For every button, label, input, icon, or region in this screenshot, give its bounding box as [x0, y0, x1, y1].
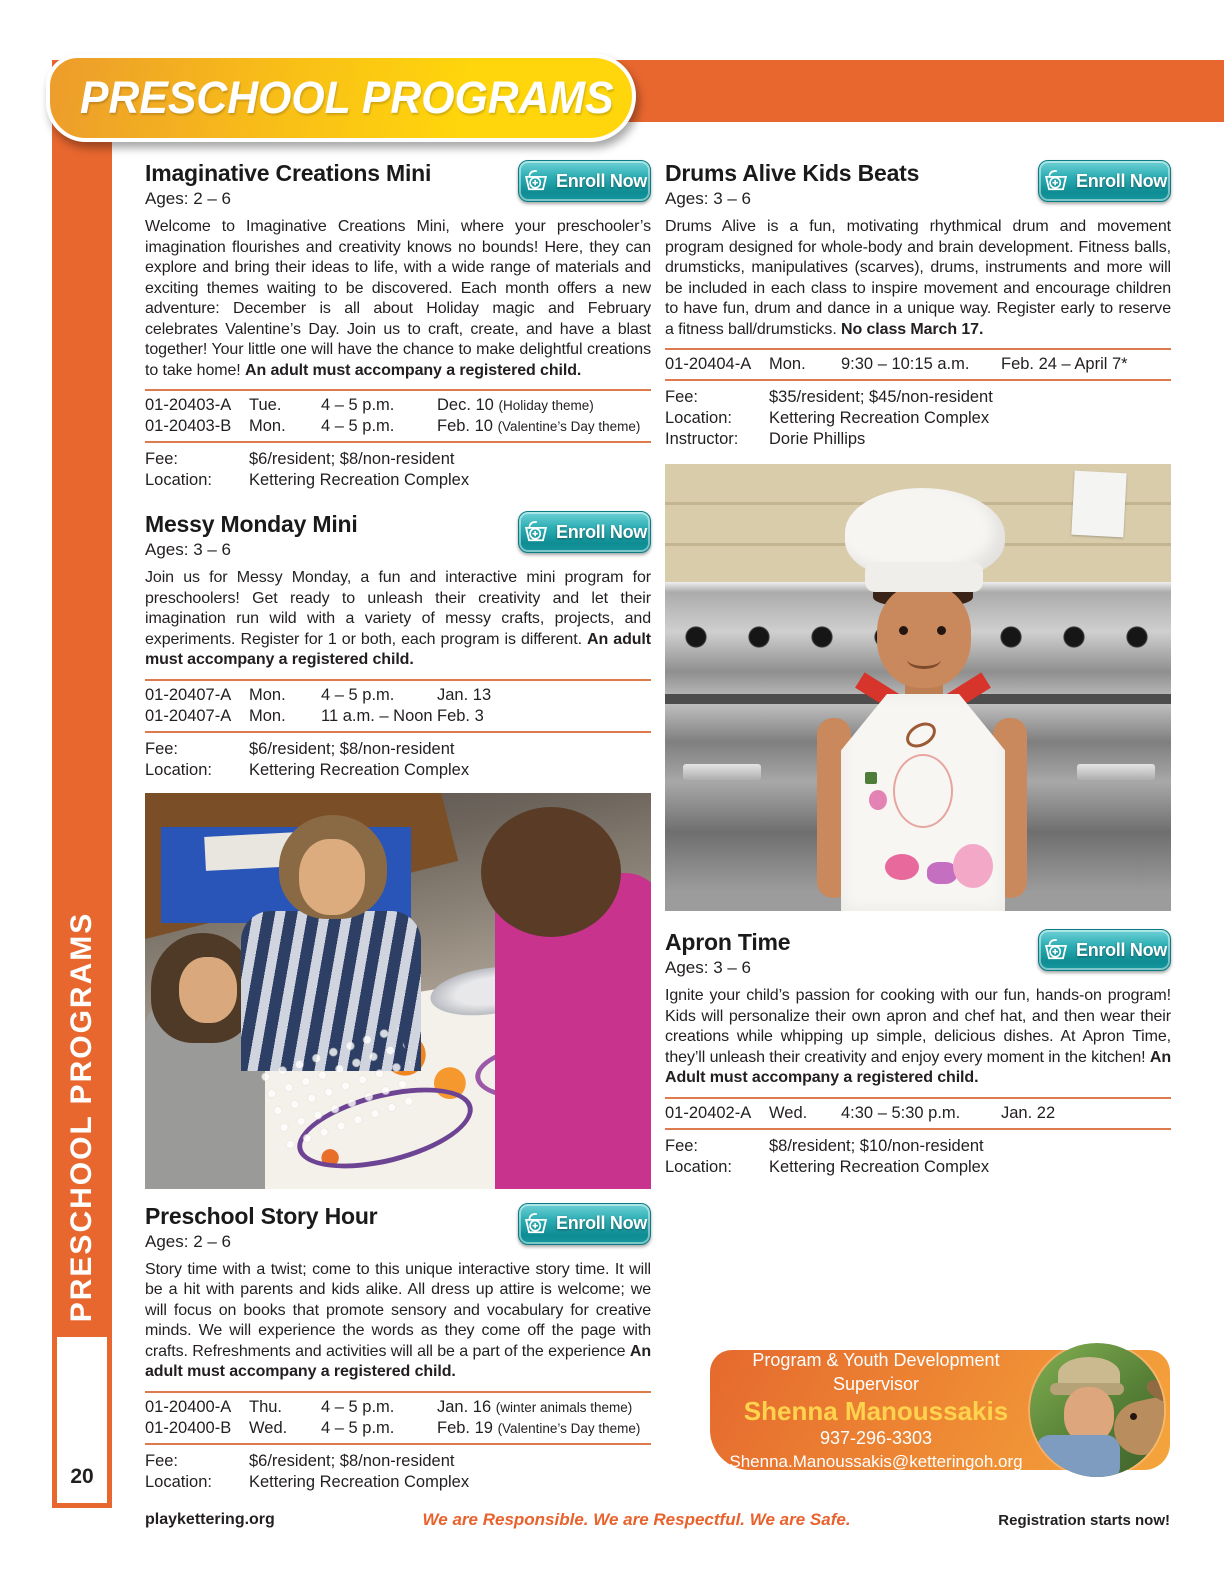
program-titles [665, 929, 790, 978]
enroll-now-label: Enroll Now [556, 170, 647, 191]
fee-row [145, 1451, 651, 1472]
program-description [665, 986, 1171, 1089]
photo-deer-eye [1130, 1413, 1137, 1420]
program-header [145, 1203, 651, 1252]
right-column [665, 160, 1171, 1178]
schedule-date-text: Feb. 10 [437, 417, 493, 435]
description-text: Ignite your child’s passion for cooking with our fun, hands-on program! Kids will personalize their own apron and chef hat, and then wear their creations while whipping up simple, delicious dishes. At Apron Time, they’ll unleash their creativity and enjoy every moment in the kitchen! [665, 987, 1171, 1066]
schedule-theme-note: (Valentine’s Day theme) [497, 1420, 641, 1436]
footer-website: playkettering.org [145, 1511, 275, 1528]
schedule-date: Jan. 22 [1001, 1103, 1056, 1122]
program-imaginative-creations-mini [145, 160, 651, 491]
page-number-box [57, 1337, 107, 1503]
schedule-code: 01-20400-A [145, 1397, 232, 1416]
program-info [145, 449, 651, 491]
fee-row [145, 449, 651, 470]
description-bold-note: An adult must accompany a registered child. [145, 1342, 651, 1380]
schedule-row [145, 395, 651, 416]
schedule-day: Wed. [249, 1418, 288, 1437]
photo-supervisor-shirt [1036, 1435, 1120, 1477]
schedule-day: Mon. [249, 685, 286, 704]
fee-label: Fee: [145, 450, 179, 468]
photo-eye [937, 626, 946, 635]
program-header [665, 160, 1171, 209]
page-number: 20 [70, 1465, 94, 1488]
fee-value: $8/resident; $10/non-resident [769, 1136, 984, 1155]
schedule-date-text: Dec. 10 [437, 396, 494, 414]
messy-painting-photo [145, 793, 651, 1189]
program-ages: Ages: 2 – 6 [145, 189, 232, 208]
fee-label: Fee: [665, 388, 699, 406]
program-info [145, 739, 651, 781]
schedule-date-text: Feb. 19 [437, 1418, 493, 1437]
schedule-row [145, 416, 651, 437]
location-label: Location: [145, 1472, 212, 1491]
schedule-day: Tue. [249, 396, 282, 414]
schedule-code: 01-20403-A [145, 396, 232, 414]
schedule-day: Mon. [769, 355, 806, 373]
schedule-table [665, 348, 1171, 381]
program-drums-alive-kids-beats [665, 160, 1171, 450]
enroll-now-button[interactable] [518, 1203, 651, 1245]
program-ages: Ages: 2 – 6 [145, 1231, 232, 1251]
photo-child-hair [481, 807, 621, 937]
schedule-date [437, 1397, 651, 1418]
photo-smile [907, 650, 941, 669]
program-title: Messy Monday Mini [145, 511, 358, 537]
schedule-table [665, 1097, 1171, 1130]
schedule-time: 4 – 5 p.m. [321, 417, 395, 435]
location-row [665, 1157, 1171, 1178]
supervisor-contact-card [710, 1350, 1170, 1470]
photo-child-face [179, 957, 237, 1023]
program-info [665, 1136, 1171, 1178]
schedule-time: 4 – 5 p.m. [321, 1397, 395, 1416]
schedule-row [665, 1103, 1171, 1124]
schedule-row [145, 706, 651, 727]
schedule-day: Wed. [769, 1103, 808, 1122]
schedule-day: Thu. [249, 1397, 283, 1416]
location-row [665, 408, 1171, 429]
schedule-code: 01-20404-A [665, 355, 752, 373]
description-bold-note: No class March 17. [841, 320, 984, 338]
schedule-date: Jan. 13 [437, 685, 492, 704]
apron-doodle [869, 790, 887, 810]
location-label: Location: [145, 471, 212, 489]
description-text: Drums Alive is a fun, motivating rhythmical drum and movement program designed for whole-body and brain development. Fitness balls, drumsticks, manipulatives (scarves), drums, instruments and more will be included in each class to inspire movement and encourage children to have fun, drum and dance in a unique way. Register early to reserve a fitness ball/drumsticks. [665, 218, 1171, 338]
program-info [665, 387, 1171, 450]
footer-tagline: We are Responsible. We are Respectful. We are Safe. [422, 1510, 851, 1529]
program-description [665, 217, 1171, 340]
schedule-time: 4 – 5 p.m. [321, 685, 395, 704]
program-titles [145, 1203, 377, 1252]
fee-row [665, 387, 1171, 408]
description-text: Welcome to Imaginative Creations Mini, where your preschooler’s imagination flourishes and creativity knows no bounds! Here, they can explore and bring their ideas to life, with a wide range of materials and exciting themes waiting to be discovered. Each month offers a new adventure: December is all about Holiday magic and February celebrates Valentine’s Day. Join us to craft, create, and have a blast together! Your little one will have the chance to make delightful creations to take home! [145, 218, 651, 379]
schedule-day: Mon. [249, 417, 286, 435]
sidebar-vertical-label: PRESCHOOL PROGRAMS [65, 911, 98, 1323]
program-title: Imaginative Creations Mini [145, 160, 432, 186]
schedule-time: 4 – 5 p.m. [321, 1418, 395, 1437]
program-title: Drums Alive Kids Beats [665, 160, 920, 186]
fee-value: $6/resident; $8/non-resident [249, 450, 455, 468]
location-value: Kettering Recreation Complex [769, 1157, 990, 1176]
location-value: Kettering Recreation Complex [769, 409, 990, 427]
basket-plus-icon [1042, 169, 1070, 193]
schedule-row [145, 1418, 651, 1439]
schedule-code: 01-20402-A [665, 1103, 752, 1122]
program-ages: Ages: 3 – 6 [145, 540, 232, 559]
fee-value: $35/resident; $45/non-resident [769, 388, 993, 406]
schedule-time: 4 – 5 p.m. [321, 396, 395, 414]
location-row [145, 760, 651, 781]
fee-row [145, 739, 651, 760]
fee-label: Fee: [145, 1451, 179, 1470]
program-messy-monday-mini [145, 511, 651, 781]
schedule-table [145, 1391, 651, 1445]
instructor-label: Instructor: [665, 430, 739, 448]
contact-role: Program & Youth Development Supervisor [752, 1349, 1000, 1394]
location-row [145, 470, 651, 491]
enroll-now-button[interactable] [1038, 160, 1171, 202]
supervisor-photo [1030, 1343, 1164, 1477]
contact-email: Shenna.Manoussakis@ketteringoh.org [729, 1451, 1023, 1471]
page-title-banner [46, 54, 636, 142]
photo-child-face [877, 584, 971, 688]
apron-time-chef-photo [665, 464, 1171, 911]
enroll-now-button[interactable] [518, 511, 651, 553]
footer-registration-note: Registration starts now! [998, 1511, 1170, 1529]
description-bold-note: An adult must accompany a registered child. [245, 361, 582, 379]
schedule-code: 01-20400-B [145, 1418, 232, 1437]
top-orange-bar [560, 60, 1224, 122]
program-apron-time [665, 929, 1171, 1178]
program-titles [145, 511, 358, 560]
basket-plus-icon [522, 1212, 550, 1236]
program-ages: Ages: 3 – 6 [665, 189, 752, 208]
schedule-table [145, 679, 651, 733]
fee-value: $6/resident; $8/non-resident [249, 739, 455, 758]
location-label: Location: [665, 1157, 732, 1176]
enroll-now-button[interactable] [518, 160, 651, 202]
photo-garland-plate [1077, 764, 1155, 780]
program-header [665, 929, 1171, 978]
instructor-value: Dorie Phillips [769, 430, 866, 448]
fee-value: $6/resident; $8/non-resident [249, 1451, 455, 1470]
schedule-date [437, 1418, 651, 1439]
photo-decorated-apron [841, 694, 1005, 911]
page-title: PRESCHOOL PROGRAMS [80, 72, 614, 123]
location-label: Location: [665, 409, 732, 427]
schedule-day: Mon. [249, 706, 286, 725]
basket-plus-icon [522, 169, 550, 193]
schedule-date: Feb. 24 – April 7* [1001, 355, 1128, 373]
enroll-now-label: Enroll Now [556, 521, 647, 542]
program-description [145, 217, 651, 381]
fee-label: Fee: [145, 739, 179, 758]
schedule-time: 4:30 – 5:30 p.m. [841, 1103, 961, 1122]
basket-plus-icon [522, 520, 550, 544]
schedule-row [145, 1397, 651, 1418]
schedule-theme-note: (Valentine’s Day theme) [497, 419, 641, 434]
location-row [145, 1472, 651, 1493]
contact-name: Shenna Manoussakis [743, 1395, 1009, 1426]
schedule-date [437, 395, 651, 416]
location-label: Location: [145, 760, 212, 779]
program-description [145, 1260, 651, 1383]
schedule-theme-note: (winter animals theme) [495, 1399, 633, 1415]
schedule-time: 11 a.m. – Noon [321, 706, 433, 725]
schedule-code: 01-20403-B [145, 417, 232, 435]
program-header [145, 160, 651, 209]
schedule-row [145, 685, 651, 706]
apron-doodle [902, 717, 941, 752]
program-ages: Ages: 3 – 6 [665, 958, 752, 977]
apron-doodle [885, 854, 919, 880]
description-bold-note: An Adult must accompany a registered child. [665, 1048, 1171, 1086]
apron-doodle [953, 844, 993, 888]
basket-plus-icon [1042, 938, 1070, 962]
photo-eye [899, 626, 908, 635]
page-footer [145, 1510, 1170, 1530]
photo-child-right [495, 873, 651, 1189]
schedule-date: Feb. 3 [437, 706, 484, 725]
schedule-code: 01-20407-A [145, 685, 232, 704]
program-titles [145, 160, 431, 209]
enroll-now-label: Enroll Now [1076, 939, 1167, 960]
schedule-time: 9:30 – 10:15 a.m. [841, 355, 970, 373]
fee-row [665, 1136, 1171, 1157]
program-titles [665, 160, 919, 209]
left-column [145, 160, 651, 1493]
program-description [145, 568, 651, 671]
apron-doodle [865, 772, 877, 784]
program-header [145, 511, 651, 560]
enroll-now-label: Enroll Now [556, 1213, 647, 1233]
program-title: Preschool Story Hour [145, 1202, 378, 1229]
program-info [145, 1451, 651, 1493]
schedule-code: 01-20407-A [145, 706, 232, 725]
description-text: Story time with a twist; come to this unique interactive story time. It will be a hit with parents and kids alike. All dress up attire is welcome; we will focus on books that promote sensory and vocabulary for creative minds. We will experience the words as they come off the page with crafts. Refreshments and activities will all be a part of the experience [145, 1260, 651, 1360]
program-title: Apron Time [665, 929, 791, 955]
apron-doodle [893, 754, 953, 828]
instructor-row [665, 429, 1171, 450]
location-value: Kettering Recreation Complex [249, 1472, 470, 1491]
photo-wall-note [1071, 471, 1126, 538]
location-value: Kettering Recreation Complex [249, 760, 470, 779]
schedule-theme-note: (Holiday theme) [498, 398, 594, 413]
description-text: Join us for Messy Monday, a fun and interactive mini program for preschoolers! Get ready to unleash their creativity and let their imagination run wild with a variety of messy crafts, projects, and experiments. Register for 1 or both, each program is different. [145, 569, 651, 648]
contact-phone: 937-296-3303 [819, 1427, 933, 1448]
enroll-now-label: Enroll Now [1076, 170, 1167, 191]
fee-label: Fee: [665, 1136, 699, 1155]
location-value: Kettering Recreation Complex [249, 471, 470, 489]
photo-garland-plate [683, 764, 761, 780]
photo-chef-hat-band [865, 562, 983, 592]
schedule-date-text: Jan. 16 [437, 1397, 492, 1416]
photo-chef-child [807, 488, 1037, 911]
schedule-date [437, 416, 651, 437]
schedule-row [665, 354, 1171, 375]
schedule-table [145, 389, 651, 443]
photo-child-face [299, 839, 365, 915]
enroll-now-button[interactable] [1038, 929, 1171, 971]
program-preschool-story-hour [145, 1203, 651, 1493]
description-bold-note: An adult must accompany a registered child. [145, 630, 652, 668]
